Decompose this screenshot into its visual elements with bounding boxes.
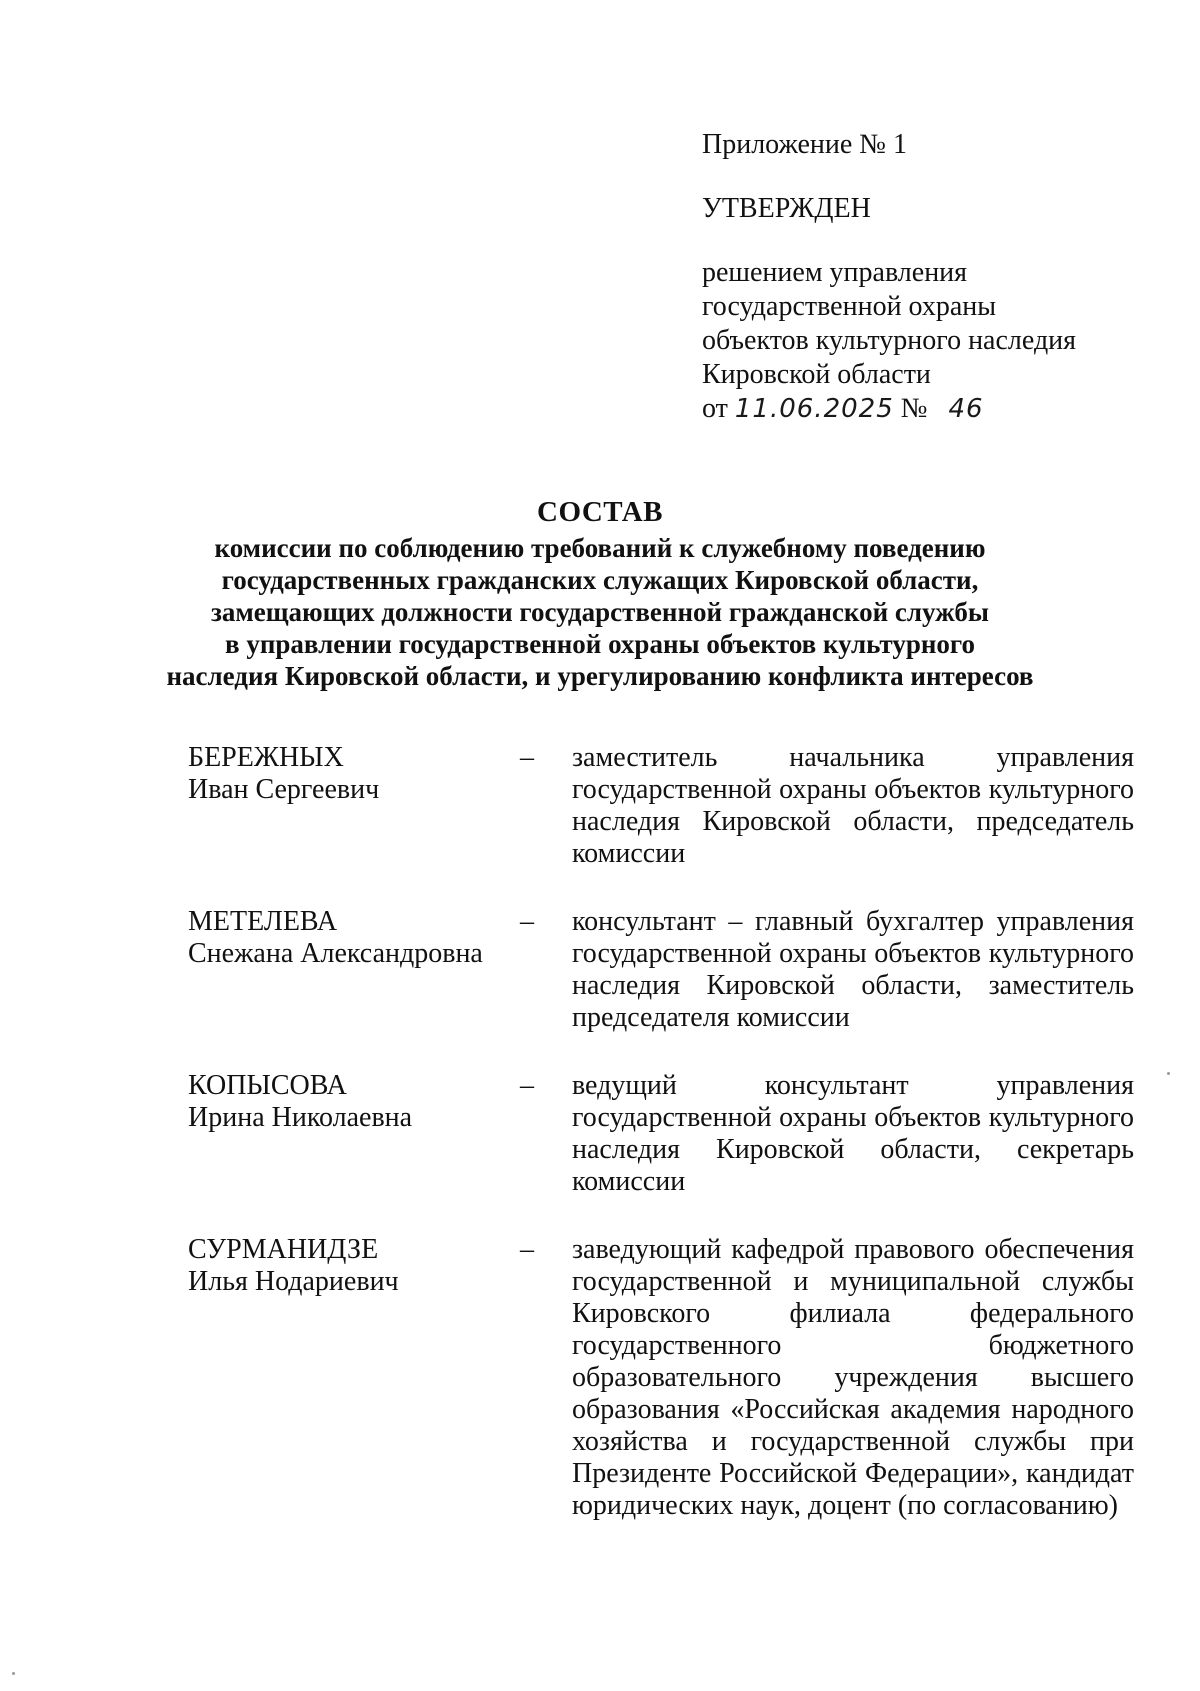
member-surname: КОПЫСОВА [188, 1070, 347, 1101]
approval-block [702, 128, 1122, 426]
member-given-name: Илья Нодариевич [188, 1266, 399, 1297]
document-title-block [150, 492, 1050, 692]
approval-by-line-2: государственной охраны [702, 291, 997, 322]
member-surname: БЕРЕЖНЫХ [188, 742, 344, 773]
member-dash: – [520, 906, 534, 937]
subtitle-line-2: государственных гражданских служащих Кировской области, [221, 565, 979, 595]
member-surname: СУРМАНИДЗЕ [188, 1234, 379, 1265]
member-surname: МЕТЕЛЕВА [188, 906, 338, 937]
member-dash: – [520, 1070, 534, 1101]
member-given-name: Ирина Николаевна [188, 1102, 413, 1133]
subtitle-line-1: комиссии по соблюдению требований к служебному поведению [214, 533, 986, 563]
scan-speck [12, 1672, 15, 1675]
member-given-name: Снежана Александровна [188, 938, 483, 969]
number-prefix: № [900, 393, 928, 424]
member-entry [188, 742, 1138, 870]
approved-stamp-text: УТВЕРЖДЕН [702, 193, 871, 224]
handwritten-number: 46 [948, 394, 984, 424]
members-list [188, 742, 1138, 1522]
member-name [188, 742, 520, 870]
member-entry [188, 1234, 1138, 1522]
member-entry [188, 1070, 1138, 1198]
member-name [188, 1234, 520, 1522]
member-dash: – [520, 1234, 534, 1265]
document-title: СОСТАВ [537, 496, 663, 528]
member-role: заведующий кафедрой правового обеспечения государственной и муниципальной службы Кировского филиала федерального государственного бюджетного образовательного учреждения высшего образования «Российская академия народного хозяйства и государственной службы при Президенте Российской Федерации», кандидат юридических наук, доцент (по согласованию) [572, 1234, 1134, 1521]
approval-by-line-3: объектов культурного наследия [702, 325, 1077, 356]
handwritten-date: 11.06.2025 [734, 394, 894, 424]
subtitle-line-4: в управлении государственной охраны объектов культурного [225, 629, 975, 659]
appendix-label: Приложение № 1 [702, 129, 907, 160]
date-prefix: от [702, 393, 728, 424]
member-role: заместитель начальника управления государственной охраны объектов культурного наследия Кировской области, председатель комиссии [572, 742, 1134, 869]
member-role: консультант – главный бухгалтер управления государственной охраны объектов культурного наследия Кировской области, заместитель председателя комиссии [572, 906, 1134, 1033]
subtitle-line-5: наследия Кировской области, и урегулированию конфликта интересов [166, 661, 1034, 691]
member-name [188, 1070, 520, 1198]
member-name [188, 906, 520, 1034]
scan-speck [1167, 1072, 1170, 1075]
subtitle-line-3: замещающих должности государственной гражданской службы [211, 597, 989, 627]
member-role: ведущий консультант управления государственной охраны объектов культурного наследия Кировской области, секретарь комиссии [572, 1070, 1134, 1197]
approval-date-line [702, 392, 1122, 426]
approval-by-line-1: решением управления [702, 257, 968, 288]
member-entry [188, 906, 1138, 1034]
member-dash: – [520, 742, 534, 773]
approval-by-line-4: Кировской области [702, 359, 931, 390]
member-given-name: Иван Сергеевич [188, 774, 380, 805]
